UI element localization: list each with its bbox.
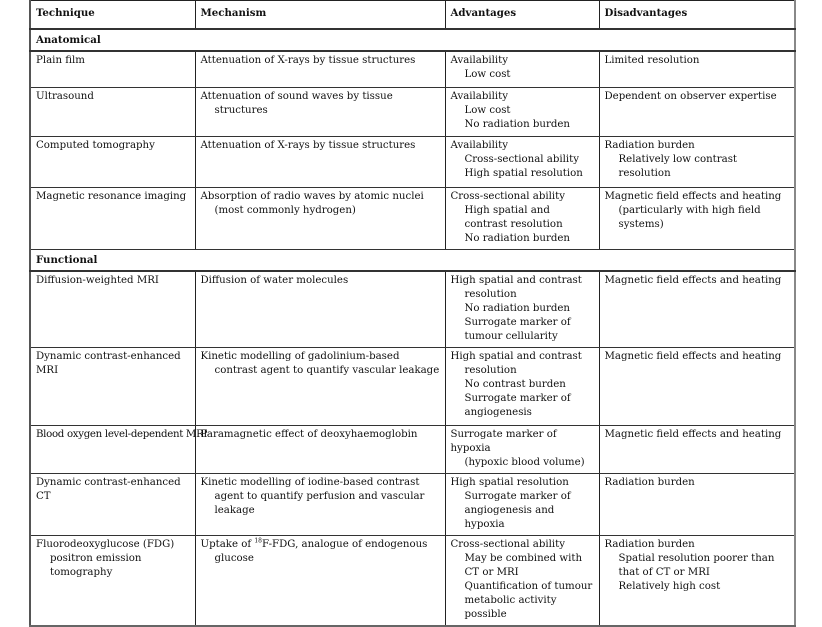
mechanism-text: Kinetic modelling of gadolinium-based contrast agent to quantify vascular leakage [200,351,440,376]
advantage-item: Cross-sectional ability [464,154,579,165]
advantages-cell [445,426,599,474]
table-row [30,426,795,474]
advantage-item: High spatial and contrast resolution [450,351,582,376]
disadvantage-item: Radiation burden [604,140,695,151]
technique-cell: Dynamic contrast-enhanced MRI [30,348,195,426]
advantage-item: Low cost [464,105,511,116]
disadvantages-cell [599,426,795,474]
disadvantages-cell [599,51,795,88]
disadvantage-item: Relatively high cost [618,581,721,592]
disadvantage-item: Magnetic field effects and heating [604,429,782,440]
advantage-item: Availability [450,140,509,151]
advantage-item: Cross-sectional ability [450,539,565,550]
table-row [30,536,795,627]
advantage-item: Surrogate marker of angiogenesis [464,393,571,418]
section-row-functional [30,250,795,272]
disadvantage-item: Radiation burden [604,477,695,488]
technique-text: Fluorodeoxyglucose (FDG) positron emission tomography [36,539,175,578]
disadvantages-cell [599,536,795,627]
advantages-cell [445,536,599,627]
mechanism-text: Kinetic modelling of iodine-based contrast agent to quantify perfusion and vascular leakage [200,477,425,516]
mechanism-text: Attenuation of sound waves by tissue structures [200,91,393,116]
advantage-item: Quantification of tumour metabolic activity possible [464,581,593,620]
advantage-item: Cross-sectional ability [450,191,565,202]
section-title: Functional [30,250,795,272]
advantage-item: No radiation burden [464,233,570,244]
mechanism-cell [195,51,445,88]
disadvantage-item: Radiation burden [604,539,695,550]
table-row [30,51,795,88]
disadvantages-cell [599,474,795,536]
disadvantages-cell [599,188,795,250]
disadvantages-cell [599,271,795,348]
advantage-item: High spatial and contrast resolution [464,205,563,230]
advantage-item: Surrogate marker of hypoxia [450,429,557,454]
advantage-item: No contrast burden [464,379,566,390]
mechanism-cell [195,426,445,474]
technique-cell: Ultrasound [30,88,195,137]
table-row [30,88,795,137]
advantages-cell [445,51,599,88]
table-row [30,137,795,188]
section-row-anatomical [30,29,795,51]
disadvantage-item: Magnetic field effects and heating [604,351,782,362]
mechanism-cell [195,188,445,250]
disadvantages-cell [599,137,795,188]
mechanism-cell [195,536,445,627]
advantage-item: Low cost [464,69,511,80]
mechanism-text: Attenuation of X-rays by tissue structures [200,55,416,66]
advantage-item: No radiation burden [464,119,570,130]
mechanism-text [201,538,441,566]
disadvantage-item: (particularly with high field systems) [618,205,761,230]
technique-cell: Magnetic resonance imaging [30,188,195,250]
advantages-cell [445,348,599,426]
header-advantages: Advantages [445,1,599,30]
header-technique: Technique [30,1,195,30]
disadvantage-item: Dependent on observer expertise [604,91,777,102]
advantages-cell [445,271,599,348]
disadvantage-item: Spatial resolution poorer than that of CT or MRI [618,553,775,578]
advantage-item: Availability [450,91,509,102]
mechanism-text: Attenuation of X-rays by tissue structures [200,140,416,151]
isotope-superscript: 18 [254,537,262,545]
mechanism-text-pre: Uptake of [200,539,255,550]
table-row [30,271,795,348]
advantages-cell [445,88,599,137]
disadvantage-item: Limited resolution [604,55,700,66]
advantage-item: (hypoxic blood volume) [464,457,585,468]
header-mechanism: Mechanism [195,1,445,30]
disadvantages-cell [599,348,795,426]
technique-cell: Dynamic contrast-enhanced CT [30,474,195,536]
mechanism-cell [195,348,445,426]
advantage-item: High spatial resolution [464,168,583,179]
table-row [30,474,795,536]
disadvantages-cell [599,88,795,137]
mechanism-cell [195,474,445,536]
mechanism-cell [195,137,445,188]
advantage-item: High spatial resolution [450,477,569,488]
mechanism-cell [195,88,445,137]
advantage-item: Surrogate marker of angiogenesis and hypoxia [464,491,571,530]
mechanism-text: Diffusion of water molecules [200,275,349,286]
disadvantage-item: Magnetic field effects and heating [604,191,782,202]
header-row [30,1,795,30]
advantage-item: High spatial and contrast resolution [450,275,582,300]
advantages-cell [445,474,599,536]
mechanism-text-post: F-FDG, analogue of endogenous glucose [214,539,428,564]
technique-cell: Plain film [30,51,195,88]
imaging-techniques-table [29,0,796,627]
mechanism-text: Absorption of radio waves by atomic nuclei (most commonly hydrogen) [200,191,424,216]
header-disadvantages: Disadvantages [599,1,795,30]
advantage-item: Availability [450,55,509,66]
table-row [30,188,795,250]
technique-cell: Diffusion-weighted MRI [30,271,195,348]
advantage-item: No radiation burden [464,303,570,314]
advantages-cell [445,137,599,188]
technique-cell: Computed tomography [30,137,195,188]
advantage-item: May be combined with CT or MRI [464,553,583,578]
mechanism-cell [195,271,445,348]
disadvantage-item: Relatively low contrast resolution [618,154,738,179]
technique-cell: Blood oxygen level-dependent MRI [30,426,195,474]
table-row [30,348,795,426]
section-title: Anatomical [30,29,795,51]
advantages-cell [445,188,599,250]
disadvantage-item: Magnetic field effects and heating [604,275,782,286]
mechanism-text: Paramagnetic effect of deoxyhaemoglobin [200,429,418,440]
technique-cell [30,536,195,627]
advantage-item: Surrogate marker of tumour cellularity [464,317,571,342]
